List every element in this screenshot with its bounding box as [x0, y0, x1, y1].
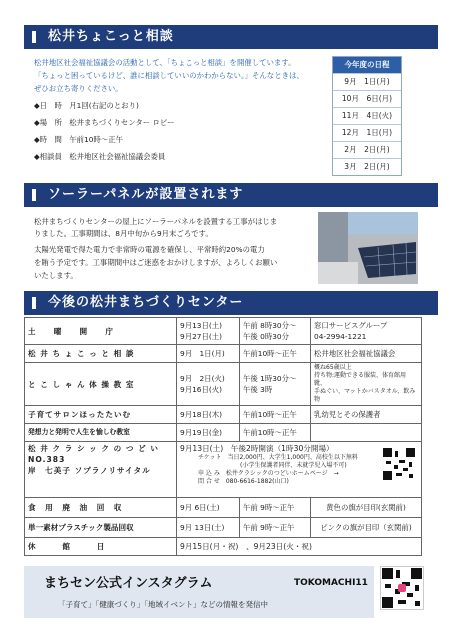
solar-text-1a: 松井まちづくりセンターの屋上にソーラーパネルを設置する工事がはじま — [34, 217, 278, 226]
schedule-date: 12月 1日(月) — [333, 124, 401, 141]
row-time: 午前 9時～正午 — [240, 518, 311, 538]
schedule-date: 10月 6日(月) — [333, 90, 401, 107]
info-item-date: ◆日 時 月1回(右記のとおり) — [34, 101, 139, 110]
row-note: ピンクの旗が目印（玄関前) — [311, 518, 422, 538]
closed-dates: 9月15日(月・祝) 、9月23日(火・祝) — [177, 538, 422, 556]
concert-qr-code[interactable] — [383, 448, 415, 480]
section-title-schedule: 今後の松井まちづくりセンター — [24, 291, 438, 315]
intro-line-2: 「ちょっと困っているけど、誰に相談していいのかわからない。」そんなときは、 — [34, 71, 304, 80]
row-date: 9月 13日(土) — [177, 518, 240, 538]
table-row — [25, 442, 422, 498]
schedule-date: 11月 4日(火) — [333, 107, 401, 124]
row-note: 持ち物:運動できる服装、体育館用靴、 — [314, 372, 407, 387]
row-time: 午前10時～正午 — [240, 345, 311, 363]
row-date: 9月 1日(月) — [177, 345, 240, 363]
schedule-title: 今年度の日程 — [333, 57, 401, 73]
table-row — [25, 518, 422, 538]
contact-label: 問 合 せ — [198, 478, 220, 485]
row-time: 午前10時～正午 — [240, 424, 311, 442]
schedule-date: 2月 2日(月) — [333, 141, 401, 158]
row-date: 9月 2日(火) — [180, 374, 225, 383]
row-note: 概ね65歳以上 — [314, 364, 352, 371]
row-phone: 04-2994-1221 — [314, 332, 367, 341]
solar-text-1b: りました。工事期間は、8月中旬から9月末ごろです。 — [34, 229, 213, 238]
row-label: 土 曜 開 庁 — [25, 318, 177, 345]
row-note — [311, 424, 422, 442]
row-note: 手ぬぐい、マットかバスタオル、飲み物 — [314, 388, 416, 403]
row-time: 午後 0時30分 — [243, 332, 290, 341]
solar-text-2b: を賄う予定です。工事期間中はご迷惑をおかけしますが、よろしくお願い — [34, 258, 278, 267]
row-note: 乳幼児とその保護者 — [311, 406, 422, 424]
schedule-date: 9月 1日(月) — [333, 73, 401, 90]
table-row — [25, 363, 422, 406]
row-date: 9月 6日(土) — [177, 498, 240, 518]
section-title-solar: ソーラーパネルが設置されます — [24, 183, 438, 207]
instagram-qr-code[interactable] — [380, 566, 424, 610]
row-time: 午前 9時～正午 — [240, 498, 311, 518]
info-item-staff: ◆相談員 松井地区社会福祉協議会委員 — [34, 152, 166, 161]
row-label: 単一素材プラスチック製品回収 — [25, 518, 177, 538]
section-title-chokotto: 松井ちょこっと相談 — [24, 25, 438, 49]
row-label: 松 井 ち ょ こ っ と 相 談 — [25, 345, 177, 363]
table-row — [25, 318, 422, 345]
solar-panel-photo — [318, 212, 418, 284]
table-row — [25, 345, 422, 363]
row-date: 9月19日(金) — [177, 424, 240, 442]
row-note: 黄色の旗が目印(玄関前) — [311, 498, 422, 518]
ticket-price: 当日2,000円、大学生1,000円、高校生以下無料 — [227, 454, 358, 461]
table-row — [25, 406, 422, 424]
schedule-box — [332, 56, 402, 176]
row-label: と こ し ゃ ん 体 操 教 室 — [25, 363, 177, 406]
instagram-subtitle: 「子育て」「健康づくり」「地域イベント」などの情報を発信中 — [58, 600, 268, 609]
row-time: 午前 8時30分～ — [243, 321, 297, 330]
event-table — [24, 317, 422, 556]
row-time: 午後 3時 — [243, 385, 273, 394]
solar-text-2c: いたします。 — [34, 271, 78, 280]
row-note: 松井地区社会福祉協議会 — [311, 345, 422, 363]
row-label: 子育てサロンほったたいむ — [25, 406, 177, 424]
row-date: 9月16日(火) — [180, 385, 223, 394]
intro-line-3: ぜひお立ち寄りください。 — [34, 84, 123, 93]
ticket-note: (小学生保護者同伴、未就学児入場不可) — [240, 462, 347, 469]
row-time: 午前10時～正午 — [240, 406, 311, 424]
intro-line-1: 松井地区社会福祉協議会の活動として、「ちょこっと相談」を開催しています。 — [34, 58, 296, 67]
schedule-date: 3月 2日(月) — [333, 158, 401, 175]
row-label: 休 館 日 — [25, 538, 177, 556]
apply-label: 申 込 み — [198, 470, 220, 477]
info-item-place: ◆場 所 松井まちづくりセンター ロビー — [34, 118, 175, 127]
solar-text-2a: 太陽光発電で得た電力で非常時の電源を確保し、平常時約20%の電力 — [34, 245, 265, 254]
concert-number: NO.383 — [28, 455, 66, 464]
table-row — [25, 424, 422, 442]
row-label: 発想力と発明で人生を愉しむ教室 — [25, 424, 177, 442]
row-date: 9月18日(木) — [177, 406, 240, 424]
contact-phone: 080-6616-1882(山口) — [225, 478, 289, 485]
concert-performer: 岸 七美子 ソプラノリサイタル — [28, 466, 151, 475]
table-row — [25, 498, 422, 518]
instagram-title: まちセン公式インスタグラム — [44, 576, 213, 591]
row-date: 9月27日(土) — [180, 332, 223, 341]
row-date: 9月13日(土) — [180, 321, 223, 330]
instagram-banner — [24, 566, 374, 618]
concert-datetime: 9月13日(土) 午後2時開演（1時30分開場） — [180, 444, 334, 453]
apply-link[interactable]: 松井クラシックのつどいホームページ → — [225, 470, 339, 477]
concert-title: 松 井 ク ラ シ ッ ク の つ ど い — [28, 444, 159, 453]
table-row — [25, 538, 422, 556]
instagram-account: TOKOMACHI11 — [294, 578, 368, 588]
ticket-label: チケット — [198, 454, 222, 461]
info-item-time: ◆時 間 午前10時～正午 — [34, 135, 123, 144]
row-time: 午後 1時30分～ — [243, 374, 297, 383]
row-note: 窓口サービスグループ — [314, 321, 388, 330]
row-label: 食 用 廃 油 回 収 — [25, 498, 177, 518]
